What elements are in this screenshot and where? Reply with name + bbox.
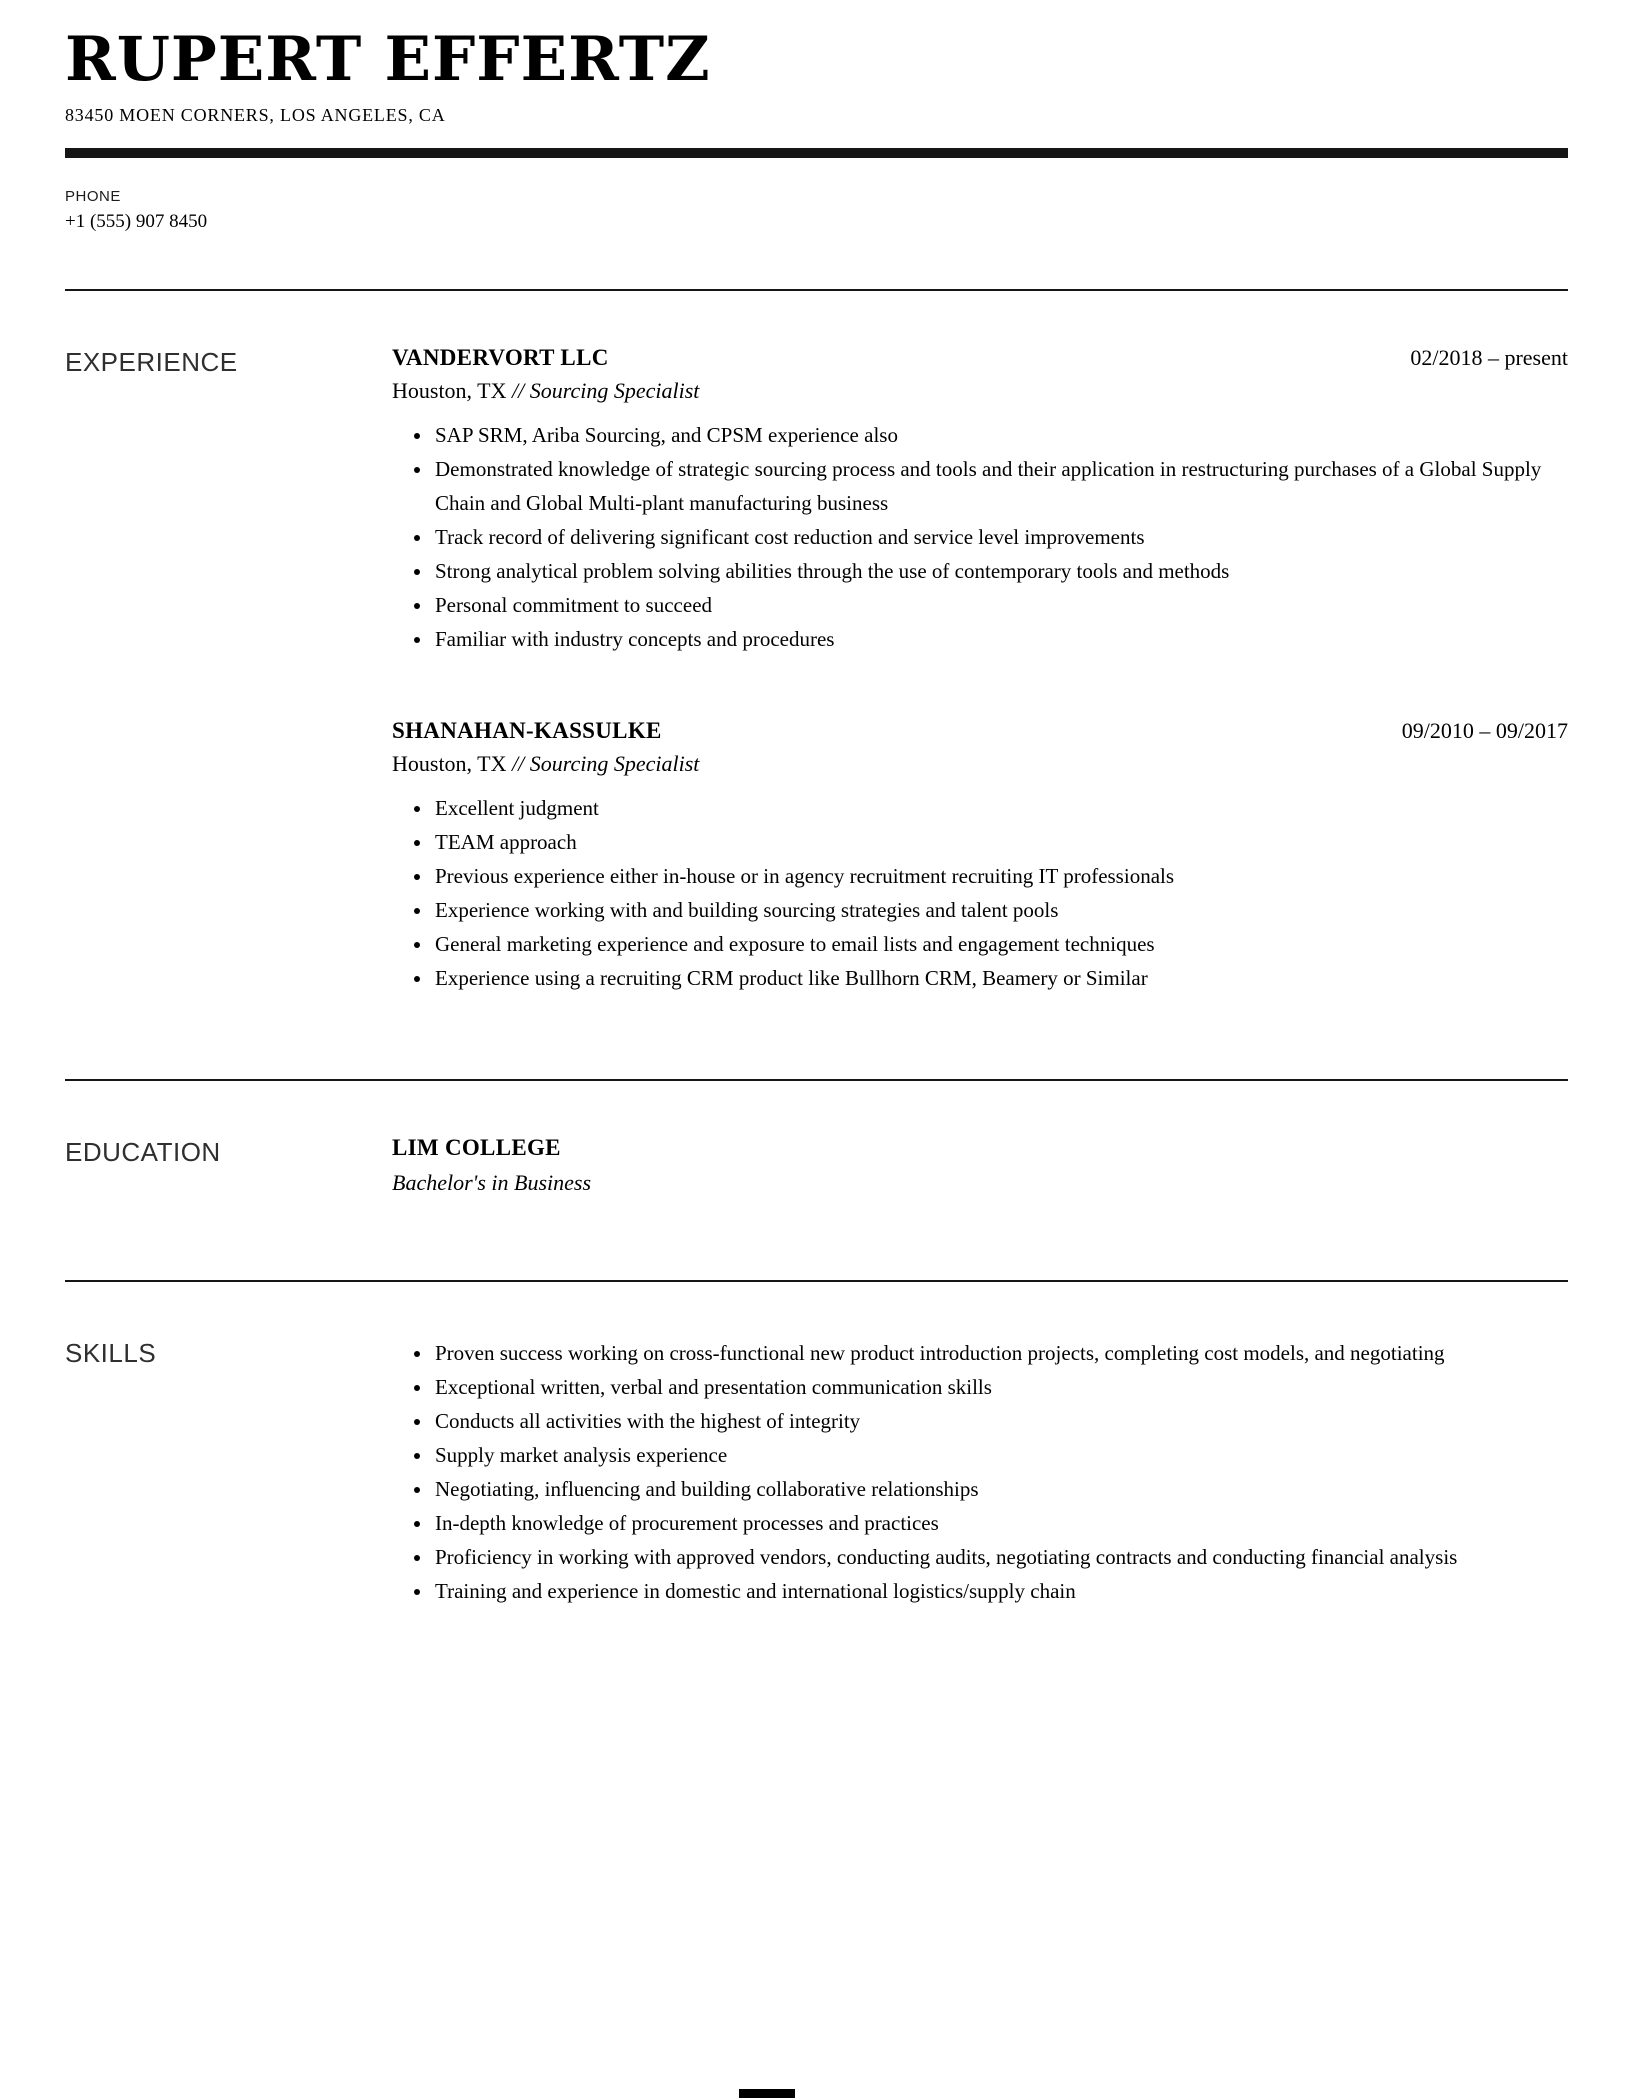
skill-bullet: • Conducts all activities with the highest of integrity: [433, 1404, 1568, 1438]
resume-header: [65, 26, 1568, 126]
job-role: // Sourcing Specialist: [512, 378, 700, 404]
skills-section-label: SKILLS: [65, 1338, 157, 1369]
page-footer-mark: [739, 2089, 795, 2098]
contact-section: [65, 188, 1568, 233]
job-bullet-list: [392, 418, 1568, 656]
skills-content: [392, 1336, 1568, 1608]
job-bullet: • Personal commitment to succeed: [433, 588, 1568, 622]
skill-bullet: • Training and experience in domestic and international logistics/supply chain: [433, 1574, 1568, 1608]
phone-label: PHONE: [65, 188, 121, 206]
candidate-address: 83450 MOEN CORNERS, LOS ANGELES, CA: [65, 105, 446, 126]
school-name: LIM COLLEGE: [392, 1135, 561, 1161]
job-bullet: • Track record of delivering significant cost reduction and service level improvements: [433, 520, 1568, 554]
job-entry: [392, 718, 1568, 995]
job-bullet: • General marketing experience and exposure to email lists and engagement techniques: [433, 927, 1568, 961]
job-bullet: • Previous experience either in-house or in agency recruitment recruiting IT professionals: [433, 859, 1568, 893]
job-bullet: • Strong analytical problem solving abilities through the use of contemporary tools and methods: [433, 554, 1568, 588]
job-dates: 09/2010 – 09/2017: [1401, 718, 1568, 744]
section-divider: [65, 1280, 1568, 1282]
skill-bullet: • In-depth knowledge of procurement processes and practices: [433, 1506, 1568, 1540]
job-dates: 02/2018 – present: [1410, 345, 1568, 371]
experience-section-label: EXPERIENCE: [65, 347, 238, 378]
job-location: Houston, TX: [392, 751, 512, 777]
job-location: Houston, TX: [392, 378, 512, 404]
job-bullet: • Excellent judgment: [433, 791, 1568, 825]
experience-content: [392, 345, 1568, 995]
education-section: [65, 1135, 1568, 1196]
job-entry: [392, 345, 1568, 656]
job-bullet: • SAP SRM, Ariba Sourcing, and CPSM experience also: [433, 418, 1568, 452]
job-bullet: • Experience using a recruiting CRM product like Bullhorn CRM, Beamery or Similar: [433, 961, 1568, 995]
skill-bullet: • Proven success working on cross-functional new product introduction projects, completing cost models, and negotiating: [433, 1336, 1568, 1370]
skill-bullet: • Supply market analysis experience: [433, 1438, 1568, 1472]
section-divider: [65, 289, 1568, 291]
skills-bullet-list: [392, 1336, 1568, 1608]
job-subtitle: [392, 378, 1568, 404]
section-divider: [65, 1079, 1568, 1081]
skill-bullet: • Negotiating, influencing and building collaborative relationships: [433, 1472, 1568, 1506]
job-bullet-list: [392, 791, 1568, 995]
job-bullet: • Familiar with industry concepts and procedures: [433, 622, 1568, 656]
company-name: SHANAHAN-KASSULKE: [392, 718, 662, 744]
job-header: [392, 345, 1568, 371]
header-divider: [65, 148, 1568, 158]
education-section-label: EDUCATION: [65, 1137, 221, 1168]
job-bullet: • Experience working with and building sourcing strategies and talent pools: [433, 893, 1568, 927]
skill-bullet: • Proficiency in working with approved vendors, conducting audits, negotiating contracts and conducting financial analysis: [433, 1540, 1568, 1574]
job-bullet: • TEAM approach: [433, 825, 1568, 859]
education-content: [392, 1135, 1568, 1196]
job-role: // Sourcing Specialist: [512, 751, 700, 777]
skill-bullet: • Exceptional written, verbal and presentation communication skills: [433, 1370, 1568, 1404]
skills-section: [65, 1336, 1568, 1608]
phone-value: +1 (555) 907 8450: [65, 211, 208, 233]
job-bullet: • Demonstrated knowledge of strategic sourcing process and tools and their application in restructuring purchases of a Global Supply Chain and Global Multi-plant manufacturing business: [433, 452, 1568, 520]
degree-name: Bachelor's in Business: [392, 1170, 592, 1196]
job-subtitle: [392, 751, 1568, 777]
company-name: VANDERVORT LLC: [392, 345, 609, 371]
candidate-name: RUPERT EFFERTZ: [65, 24, 711, 95]
experience-section: [65, 345, 1568, 995]
job-header: [392, 718, 1568, 744]
